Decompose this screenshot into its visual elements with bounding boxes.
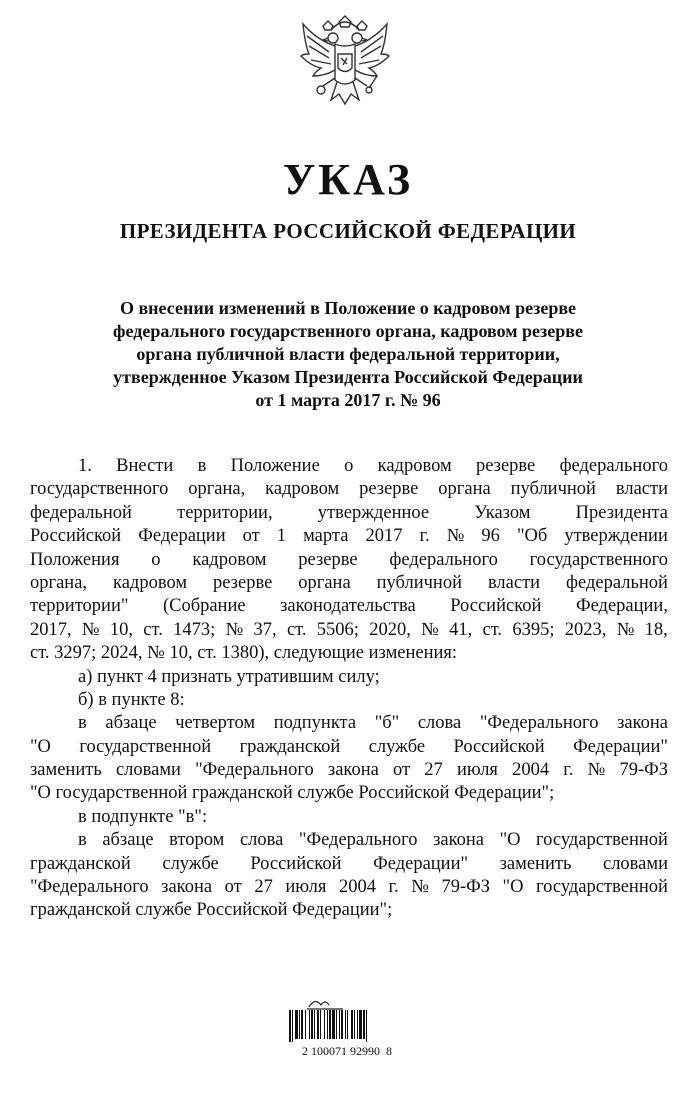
body-word: 2020, — [369, 619, 411, 640]
registration-mark-icon — [305, 995, 345, 1011]
body-word: органа — [298, 572, 351, 593]
body-word: ст. — [286, 619, 307, 640]
barcode-bar — [339, 1010, 340, 1039]
body-word: резерве — [298, 549, 358, 570]
body-word: "Федерального — [195, 760, 314, 781]
barcode-bar — [292, 1010, 293, 1042]
body-word: Федерации" — [573, 736, 668, 757]
body-word: абзаце — [105, 713, 157, 734]
body-word: 2017 — [365, 526, 403, 547]
body-word: резерве — [359, 479, 419, 500]
body-line-text: "О государственной гражданской службе Российской Федерации"; — [30, 783, 555, 804]
body-word: Российской — [453, 736, 545, 757]
document-heading — [40, 297, 656, 412]
body-word: ст. — [482, 619, 503, 640]
barcode-bar — [324, 1010, 325, 1039]
body-line-text: ст. 3297; 2024, № 10, ст. 1380), следующие изменения: — [30, 643, 458, 664]
body-word: законодательства — [280, 596, 416, 617]
body-word: резерве — [213, 572, 273, 593]
body-word: слова — [239, 830, 284, 851]
body-word: 2004 — [512, 760, 550, 781]
body-word: Положения — [30, 549, 120, 570]
body-word: "О — [502, 877, 524, 898]
body-word: г. — [563, 760, 574, 781]
barcode-bar — [314, 1010, 315, 1039]
document-body — [30, 455, 668, 923]
body-line — [30, 759, 668, 782]
body-word: государственной — [79, 736, 212, 757]
body-word: 27 — [424, 760, 443, 781]
body-line — [30, 666, 668, 689]
body-word: Федерации — [138, 526, 226, 547]
body-word: 6395; — [512, 619, 555, 640]
heading-line: О внесении изменений в Положение о кадровом резерве — [119, 298, 577, 318]
body-line — [30, 619, 668, 642]
barcode-bar — [301, 1010, 303, 1039]
heading-line: утвержденное Указом Президента Российской Федерации — [113, 367, 583, 387]
body-word: заменить — [499, 853, 572, 874]
body-word: публичной — [510, 479, 596, 500]
body-word: словами — [602, 853, 668, 874]
body-word: органа, — [188, 479, 246, 500]
body-word: о — [151, 549, 161, 570]
body-word: абзаце — [102, 830, 154, 851]
body-word: в — [78, 830, 87, 851]
body-word: 2004 — [338, 877, 376, 898]
barcode-bar — [345, 1010, 346, 1039]
document-title: УКАЗ — [282, 155, 414, 204]
body-word: 37, — [253, 619, 277, 640]
barcode-bar — [311, 1010, 313, 1039]
body-line — [30, 478, 668, 501]
heading-line: от 1 марта 2017 г. № 96 — [255, 390, 441, 410]
body-word: государственной — [536, 830, 668, 851]
barcode-bar — [329, 1010, 331, 1039]
barcode-bar — [305, 1010, 306, 1039]
barcode-bar — [317, 1010, 319, 1039]
body-word: слова — [417, 713, 462, 734]
body-word: 2023, — [564, 619, 607, 640]
body-word: территории" — [30, 596, 129, 617]
body-word: (Собрание — [162, 596, 246, 617]
body-word: закона — [161, 877, 213, 898]
body-word: № — [225, 619, 244, 640]
body-word: кадровом — [265, 479, 340, 500]
body-word: государственной — [536, 877, 668, 898]
body-word: Положение — [230, 456, 320, 476]
barcode-number: 2 100071 92990 8 — [302, 1044, 392, 1058]
body-word: органа, — [30, 572, 88, 593]
body-word: № — [81, 619, 100, 640]
body-word: Российской — [30, 526, 122, 547]
body-word: № — [411, 877, 429, 898]
body-word: власти — [615, 479, 668, 500]
body-line — [30, 712, 668, 735]
body-word: государственного — [30, 479, 169, 500]
body-word: власти — [487, 572, 541, 593]
barcode-bar — [347, 1010, 348, 1039]
body-word: ст. — [143, 619, 163, 640]
barcode-bar — [289, 1010, 291, 1042]
body-word: от — [242, 526, 260, 547]
body-line — [30, 853, 668, 876]
barcode-bar — [336, 1010, 337, 1039]
body-word: органа — [438, 479, 491, 500]
body-word: кадровом — [377, 456, 452, 476]
body-line — [30, 549, 668, 572]
body-word: г. — [388, 877, 399, 898]
body-line — [30, 572, 668, 595]
body-word: от — [224, 877, 242, 898]
body-word: 18, — [644, 619, 668, 640]
body-line — [30, 455, 668, 478]
body-word: гражданской — [30, 853, 131, 874]
barcode-bar — [341, 1010, 343, 1039]
barcode-bar — [351, 1010, 353, 1039]
body-word: утвержденное — [317, 502, 430, 523]
body-word: государственного — [529, 549, 668, 570]
body-word: утверждении — [564, 526, 668, 547]
body-word: от — [393, 760, 411, 781]
body-line-text: а) пункт 4 признать утратившим силу; — [78, 666, 380, 687]
body-line — [30, 502, 668, 525]
body-word: "Федерального — [479, 713, 599, 734]
body-word: "б" — [374, 713, 400, 734]
body-word: федерального — [559, 456, 668, 476]
body-line — [30, 876, 668, 899]
body-word: втором — [169, 830, 225, 851]
barcode-bar — [366, 1010, 367, 1042]
body-word: июля — [285, 877, 327, 898]
body-word: кадровом — [192, 549, 267, 570]
body-word: 1. — [78, 456, 92, 476]
barcode-bar — [332, 1010, 335, 1039]
body-line — [30, 642, 668, 665]
body-word: 2017, — [30, 619, 72, 640]
heading-line: органа публичной власти федеральной территории, — [136, 344, 560, 364]
body-word: Президента — [575, 502, 668, 523]
body-word: федерального — [389, 549, 498, 570]
barcode-bar — [359, 1010, 362, 1039]
barcode-bar — [363, 1010, 365, 1039]
body-line — [30, 829, 668, 852]
body-word: 1473; — [173, 619, 216, 640]
body-word: № — [616, 619, 635, 640]
body-word: 27 — [254, 877, 273, 898]
body-word: Внести — [116, 456, 174, 476]
body-word: публичной — [376, 572, 462, 593]
heading-line: федерального государственного органа, кадровом резерве — [113, 321, 583, 341]
body-word: Федерации" — [373, 853, 469, 874]
body-word: 79-ФЗ — [441, 877, 490, 898]
body-word: заменить — [30, 760, 102, 781]
body-word: марта — [303, 526, 349, 547]
barcode-bar — [357, 1010, 358, 1039]
body-word: о — [344, 456, 354, 476]
body-word: № — [587, 760, 606, 781]
barcode-bar — [354, 1010, 355, 1039]
body-word: июля — [456, 760, 498, 781]
barcode-bar — [309, 1010, 310, 1039]
body-word: "О — [30, 736, 51, 757]
body-word: г. — [419, 526, 430, 547]
body-word: службе — [368, 736, 426, 757]
barcode-bar — [295, 1010, 298, 1039]
body-word: подпункта — [273, 713, 357, 734]
body-line — [30, 806, 668, 829]
body-word: 41, — [449, 619, 473, 640]
barcode-bar — [327, 1010, 328, 1039]
body-word: 79-ФЗ — [619, 760, 668, 781]
body-word: 5506; — [316, 619, 359, 640]
barcode-bar — [299, 1010, 300, 1039]
body-word: 1 — [276, 526, 287, 547]
body-word: закона — [327, 760, 379, 781]
barcode — [287, 1010, 405, 1042]
body-word: словами — [115, 760, 181, 781]
body-word: резерве — [475, 456, 536, 476]
body-word: Федерации, — [575, 596, 668, 617]
body-line — [30, 736, 668, 759]
body-line — [30, 782, 668, 805]
body-word: гражданской — [239, 736, 341, 757]
body-word: Указом — [474, 502, 531, 523]
body-word: "Об — [516, 526, 548, 547]
barcode-bar — [320, 1010, 321, 1039]
body-word: № — [446, 526, 465, 547]
body-word: 96 — [481, 526, 500, 547]
body-word: 10, — [109, 619, 133, 640]
body-line-text: гражданской службе Российской Федерации"; — [30, 900, 393, 921]
body-word: четвертом — [175, 713, 256, 734]
body-word: "О — [499, 830, 521, 851]
body-word: федеральной — [30, 502, 132, 523]
body-word: "Федерального — [298, 830, 418, 851]
body-line-text: в подпункте "в": — [78, 806, 208, 827]
body-line — [30, 899, 668, 922]
body-word: кадровом — [113, 572, 188, 593]
body-word: территории, — [177, 502, 273, 523]
body-word: в — [78, 713, 87, 734]
body-word: в — [197, 456, 207, 476]
body-word: службе — [162, 853, 219, 874]
body-line — [30, 525, 668, 548]
body-line-text: б) в пункте 8: — [78, 689, 185, 710]
coat-of-arms-icon — [295, 10, 395, 122]
body-word: закона — [617, 713, 668, 734]
body-word: федеральной — [566, 572, 668, 593]
body-line — [30, 595, 668, 618]
document-subtitle: ПРЕЗИДЕНТА РОССИЙСКОЙ ФЕДЕРАЦИИ — [119, 219, 577, 243]
body-line — [30, 689, 668, 712]
body-word: № — [421, 619, 439, 640]
body-word: Российской — [250, 853, 342, 874]
body-word: закона — [433, 830, 484, 851]
body-word: "Федерального — [30, 877, 149, 898]
body-word: Российской — [450, 596, 542, 617]
